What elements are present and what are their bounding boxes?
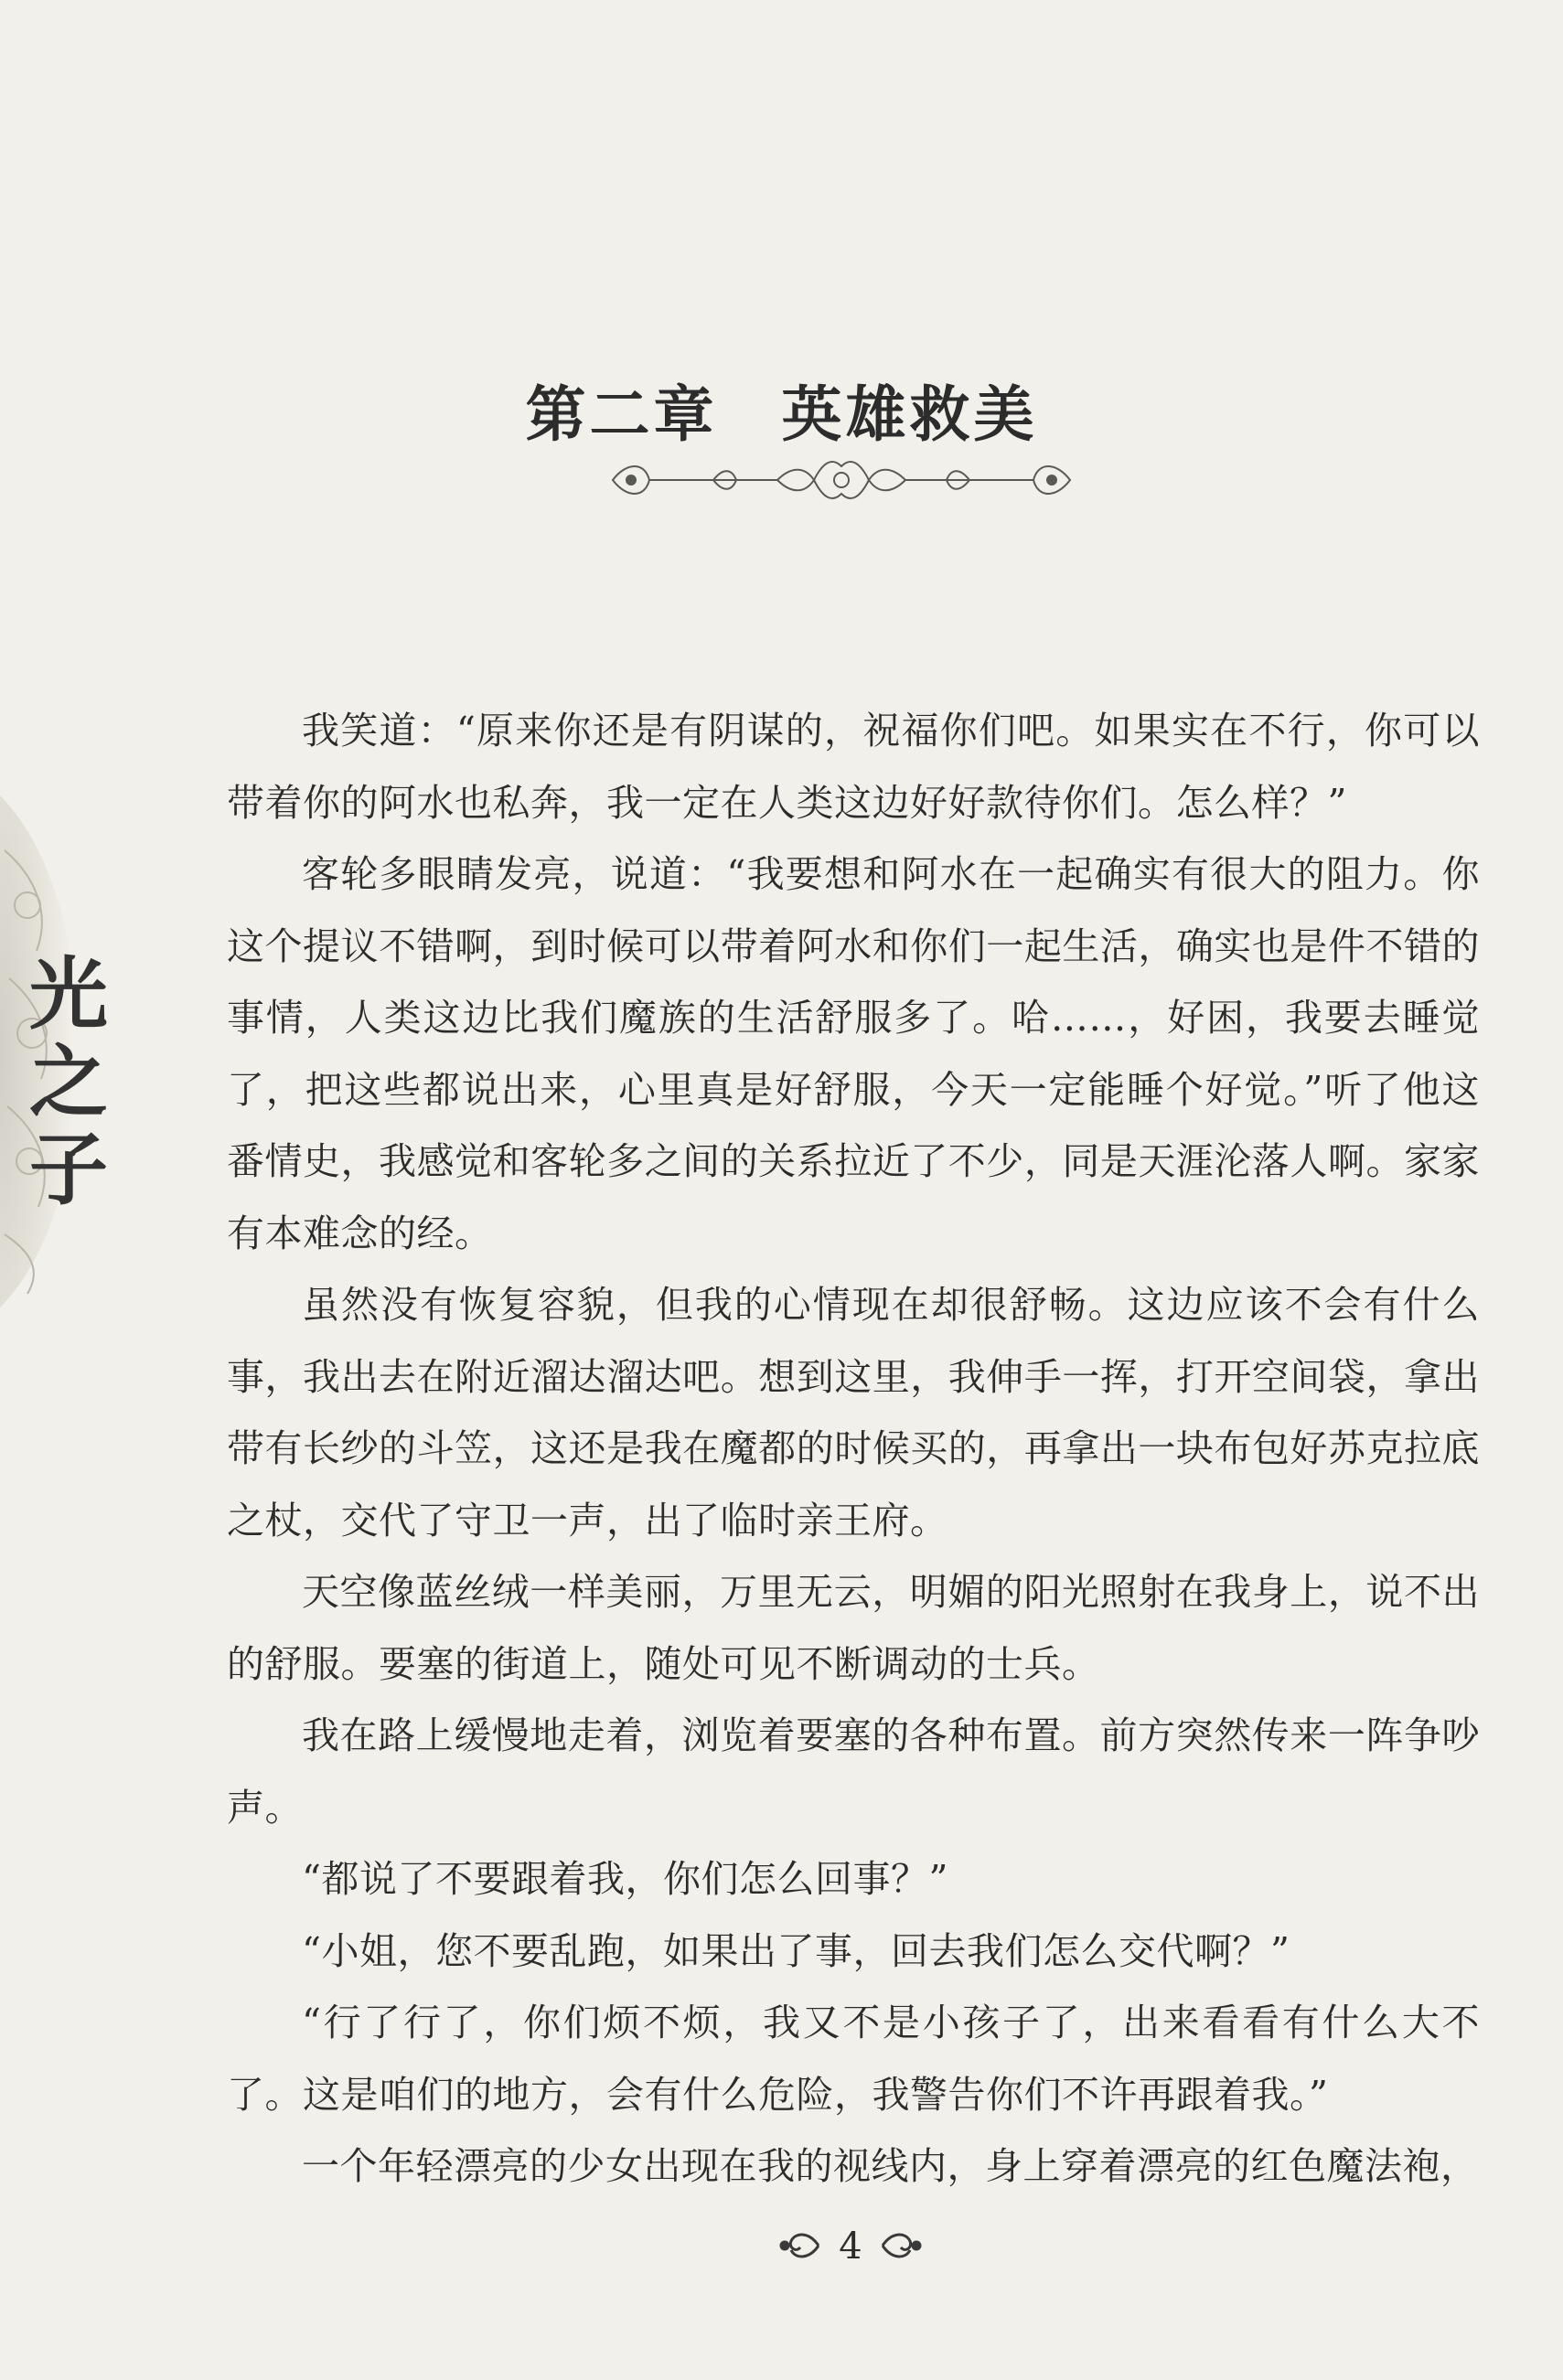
paragraph: 我在路上缓慢地走着，浏览着要塞的各种布置。前方突然传来一阵争吵声。: [227, 1713, 1480, 1830]
page-footer: [759, 2220, 942, 2275]
book-title-char: 光: [29, 948, 108, 1041]
book-title-char: 之: [29, 1036, 108, 1128]
book-title-vertical: [27, 948, 110, 1216]
paragraph: “行了行了，你们烦不烦，我又不是小孩子了，出来看看有什么大不了。这是咱们的地方，会有什么危险，我警告你们不许再跟着我。”: [227, 2001, 1480, 2117]
paragraph: 天空像蓝丝绒一样美丽，万里无云，明媚的阳光照射在我身上，说不出的舒服。要塞的街道上，随处可见不断调动的士兵。: [227, 1570, 1480, 1686]
book-title-char: 子: [29, 1124, 108, 1216]
paragraph: 一个年轻漂亮的少女出现在我的视线内，身上穿着漂亮的红色魔法袍，: [302, 2144, 1479, 2188]
paragraph: 虽然没有恢复容貌，但我的心情现在却很舒畅。这边应该不会有什么事，我出去在附近溜达溜达吧。想到这里，我伸手一挥，打开空间袋，拿出带有长纱的斗笠，这还是我在魔都的时候买的，再拿出一块布包好苏克拉底之杖，交代了守卫一声，出了临时亲王府。: [227, 1283, 1480, 1542]
paragraph: “都说了不要跟着我，你们怎么回事？”: [302, 1857, 948, 1901]
right-scroll-ornament-icon: [878, 2227, 924, 2264]
chapter-divider-ornament: [594, 448, 1088, 512]
body-text: [227, 695, 1480, 2203]
paragraph: “小姐，您不要乱跑，如果出了事，回去我们怎么交代啊？”: [302, 1928, 1290, 1973]
page-number: 4: [839, 2225, 862, 2268]
chapter-title: 第二章 英雄救美: [525, 379, 1038, 450]
paragraph: 客轮多眼睛发亮，说道：“我要想和阿水在一起确实有很大的阻力。你这个提议不错啊，到时候可以带着阿水和你们一起生活，确实也是件不错的事情，人类这边比我们魔族的生活舒服多了。哈……，好困，我要去睡觉了，把这些都说出来，心里真是好舒服，今天一定能睡个好觉。”听了他这番情史，我感觉和客轮多之间的关系拉近了不少，同是天涯沦落人啊。家家有本难念的经。: [227, 852, 1480, 1255]
paragraph: 我笑道：“原来你还是有阴谋的，祝福你们吧。如果实在不行，你可以带着你的阿水也私奔，我一定在人类这边好好款待你们。怎么样？”: [227, 709, 1480, 825]
